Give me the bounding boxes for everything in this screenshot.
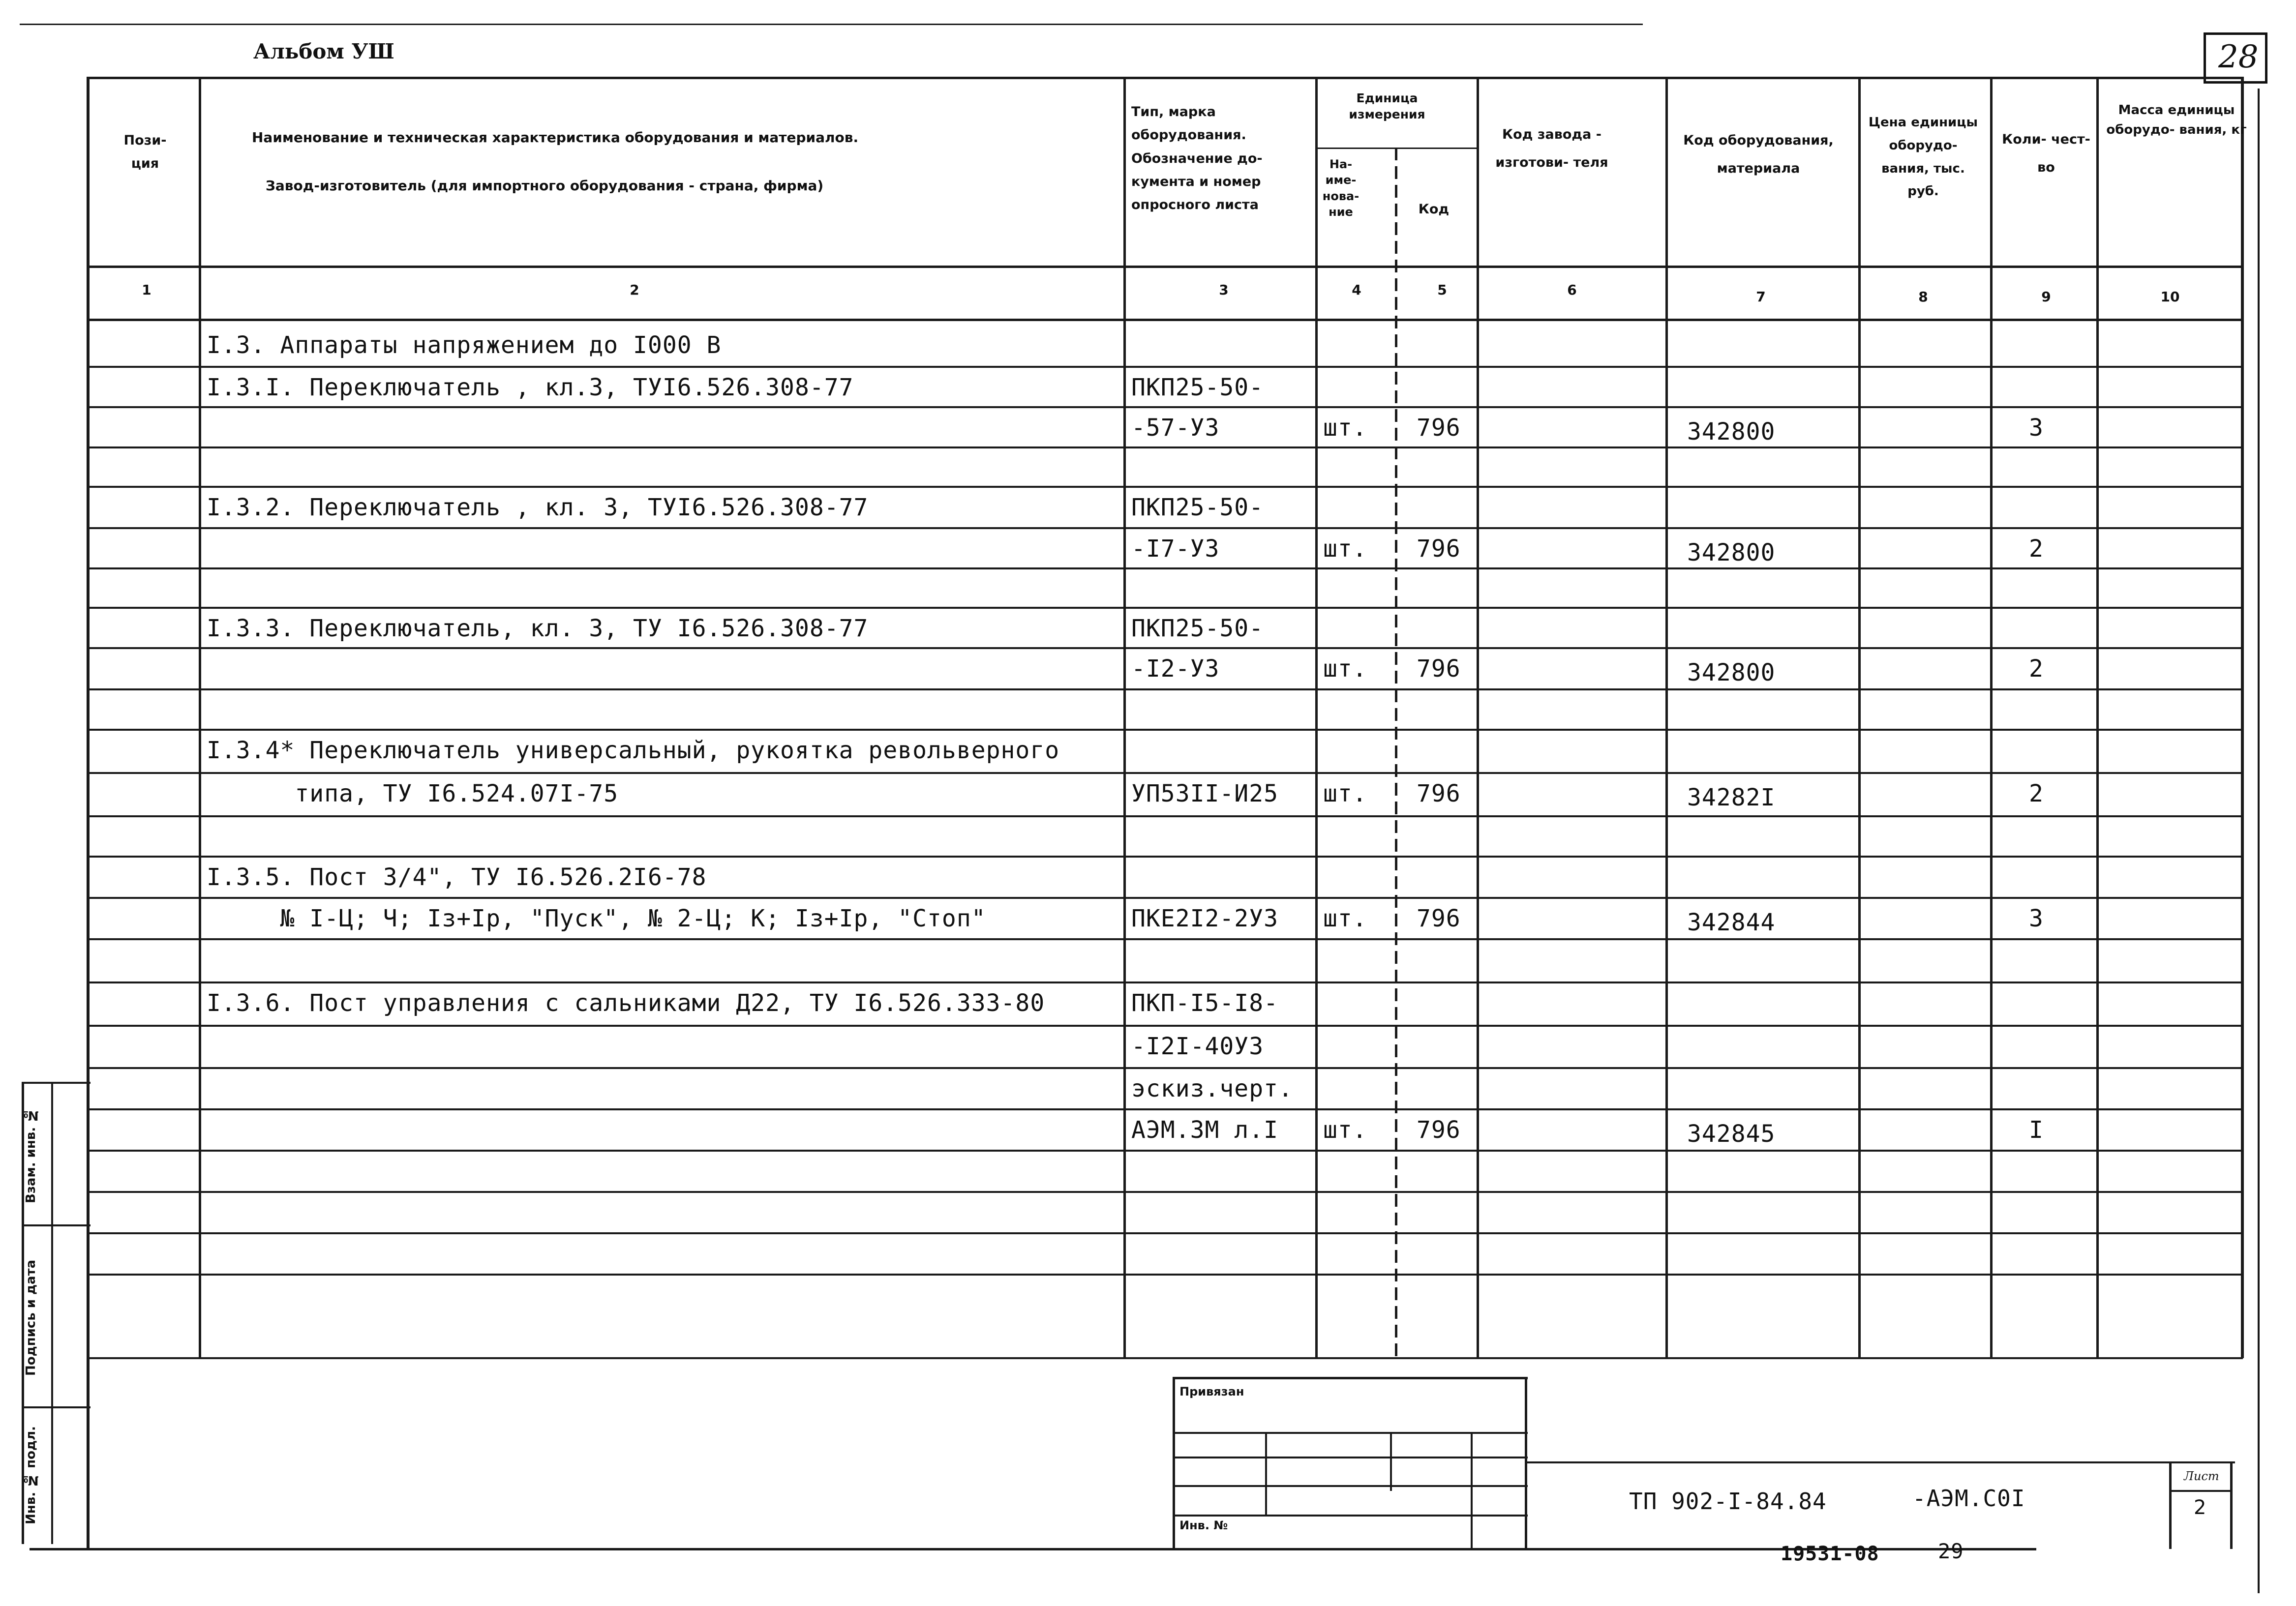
tb-privyazan-row1 bbox=[1174, 1432, 1528, 1434]
tb-privyazan-mid3 bbox=[1471, 1432, 1473, 1548]
col-header-equipment-code: Код оборудования, материала bbox=[1683, 133, 1834, 176]
side-stamp-mid bbox=[51, 1082, 53, 1544]
row-material-code-cell: 34282I bbox=[1687, 784, 1776, 811]
col-number-7: 7 bbox=[1756, 289, 1766, 305]
page-number: 28 bbox=[2218, 39, 2259, 75]
row-material-code-cell: 342845 bbox=[1687, 1120, 1776, 1148]
col-number-4: 4 bbox=[1352, 282, 1361, 298]
col-header-position: Пози- ция bbox=[123, 133, 167, 172]
col-header-name-line2: Завод-изготовитель (для импортного оборудования - страна, фирма) bbox=[266, 178, 824, 194]
table-row-line bbox=[89, 815, 2243, 817]
row-type-cell: эскиз.черт. bbox=[1131, 1075, 1293, 1102]
row-type-cell: УП53II-И25 bbox=[1131, 780, 1278, 807]
row-unit-code-cell: 796 bbox=[1417, 780, 1461, 807]
row-material-code-cell: 342844 bbox=[1687, 909, 1776, 936]
title-document-code: ТП 902-I-84.84 bbox=[1629, 1488, 1827, 1515]
tb-sheet-mid bbox=[2169, 1490, 2232, 1492]
row-unit-code-cell: 796 bbox=[1417, 905, 1461, 932]
tb-privyazan-left bbox=[1173, 1377, 1175, 1549]
table-row-line bbox=[89, 1067, 2243, 1069]
tb-privyazan-row4 bbox=[1174, 1515, 1528, 1517]
album-label: Альбом УШ bbox=[253, 39, 394, 63]
col-sep-9-10 bbox=[2096, 77, 2099, 1358]
tb-privyazan-top bbox=[1174, 1377, 1528, 1379]
col-number-1: 1 bbox=[142, 282, 151, 298]
col-number-9: 9 bbox=[2041, 289, 2051, 305]
row-quantity-cell: 2 bbox=[2029, 655, 2044, 683]
row-unit-code-cell: 796 bbox=[1417, 1116, 1461, 1144]
tb-privyazan-right bbox=[1525, 1377, 1527, 1549]
row-type-cell: ПКП-I5-I8- bbox=[1131, 989, 1278, 1017]
row-unit-cell: шт. bbox=[1323, 905, 1367, 932]
row-type-cell: -I2I-40УЗ bbox=[1131, 1033, 1264, 1060]
table-border-bottom bbox=[30, 1548, 2036, 1550]
tb-sheet-right bbox=[2230, 1461, 2233, 1549]
table-row-line bbox=[89, 1357, 2243, 1359]
row-type-cell: АЭМ.ЗМ л.I bbox=[1131, 1116, 1278, 1144]
row-quantity-cell: 2 bbox=[2029, 535, 2044, 563]
table-row-line bbox=[89, 486, 2243, 488]
row-name-cell: I.3.6. Пост управления с сальниками Д22, ТУ I6.526.333-80 bbox=[207, 989, 1045, 1017]
side-label-replace-inv: Взам. инв. № bbox=[24, 1107, 38, 1204]
row-name-cell: типа, ТУ I6.524.07I-75 bbox=[207, 780, 619, 807]
row-name-cell: I.3. Аппараты напряжением до I000 В bbox=[207, 331, 722, 359]
table-row-line bbox=[89, 527, 2243, 529]
tb-privyazan-mid2 bbox=[1390, 1432, 1392, 1491]
table-border-top bbox=[89, 77, 2243, 79]
row-name-cell: I.3.I. Переключатель , кл.3, ТУI6.526.308-77 bbox=[207, 374, 854, 401]
footer-page: 29 bbox=[1938, 1539, 1964, 1563]
row-unit-cell: шт. bbox=[1323, 414, 1367, 442]
col-header-unit-code: Код bbox=[1418, 202, 1450, 217]
row-name-cell: I.3.2. Переключатель , кл. 3, ТУI6.526.308-77 bbox=[207, 494, 869, 521]
table-row-line bbox=[89, 366, 2243, 368]
table-row-line bbox=[89, 647, 2243, 649]
col-number-8: 8 bbox=[1918, 289, 1928, 305]
row-material-code-cell: 342800 bbox=[1687, 659, 1776, 686]
col-number-5: 5 bbox=[1437, 282, 1447, 298]
col-number-6: 6 bbox=[1567, 282, 1577, 298]
row-unit-code-cell: 796 bbox=[1417, 535, 1461, 563]
col-sep-4-5 bbox=[1395, 148, 1397, 1358]
unit-group-rule bbox=[1316, 148, 1479, 149]
row-quantity-cell: 3 bbox=[2029, 905, 2044, 932]
table-row-line bbox=[89, 406, 2243, 408]
col-header-price: Цена единицы оборудо- вания, тыс. руб. bbox=[1868, 115, 1978, 199]
title-privyazan: Привязан bbox=[1179, 1385, 1244, 1398]
row-name-cell: I.3.3. Переключатель, кл. 3, ТУ I6.526.308-77 bbox=[207, 615, 869, 642]
row-type-cell: ПКП25-50- bbox=[1131, 494, 1264, 521]
title-sheet-label: Лист bbox=[2184, 1469, 2219, 1483]
table-row-line bbox=[89, 1232, 2243, 1234]
tb-privyazan-row3 bbox=[1174, 1485, 1528, 1487]
row-unit-cell: шт. bbox=[1323, 535, 1367, 563]
tb-sheet-left bbox=[2169, 1461, 2172, 1549]
title-inv-number: Инв. № bbox=[1179, 1518, 1228, 1532]
table-row-line bbox=[89, 567, 2243, 569]
table-row-line bbox=[89, 1191, 2243, 1193]
col-number-2: 2 bbox=[630, 282, 639, 298]
row-type-cell: ПКП25-50- bbox=[1131, 374, 1264, 401]
tb-main-top bbox=[1527, 1461, 2235, 1463]
col-header-unit-group: Единица измерения bbox=[1349, 91, 1425, 121]
col-sep-3-4 bbox=[1315, 77, 1318, 1358]
col-header-quantity: Коли- чест- во bbox=[2002, 132, 2090, 175]
tb-privyazan-row2 bbox=[1174, 1457, 1528, 1458]
row-unit-cell: шт. bbox=[1323, 1116, 1367, 1144]
row-unit-cell: шт. bbox=[1323, 780, 1367, 807]
table-row-line bbox=[89, 772, 2243, 774]
row-material-code-cell: 342800 bbox=[1687, 539, 1776, 566]
row-type-cell: -I7-УЗ bbox=[1131, 535, 1220, 563]
col-sep-7-8 bbox=[1858, 77, 1861, 1358]
table-row-line bbox=[89, 938, 2243, 940]
col-number-10: 10 bbox=[2160, 289, 2180, 305]
row-name-cell: I.3.4* Переключатель универсальный, рукоятка револьверного bbox=[207, 737, 1060, 764]
row-unit-code-cell: 796 bbox=[1417, 655, 1461, 683]
table-row-line bbox=[89, 729, 2243, 731]
table-border-left bbox=[87, 77, 90, 1549]
table-row-line bbox=[89, 856, 2243, 858]
table-row-line bbox=[89, 1108, 2243, 1110]
row-unit-code-cell: 796 bbox=[1417, 414, 1461, 442]
col-header-unit-name: На- име- нова- ние bbox=[1322, 157, 1359, 219]
top-rule bbox=[20, 24, 1643, 25]
row-material-code-cell: 342800 bbox=[1687, 418, 1776, 446]
table-row-line bbox=[89, 607, 2243, 609]
col-sep-6-7 bbox=[1665, 77, 1668, 1358]
row-unit-cell: шт. bbox=[1323, 655, 1367, 683]
row-quantity-cell: I bbox=[2029, 1116, 2044, 1144]
row-type-cell: -57-УЗ bbox=[1131, 414, 1220, 442]
col-sep-2-3 bbox=[1123, 77, 1126, 1358]
title-document-suffix: -АЭМ.С0I bbox=[1912, 1485, 2025, 1512]
right-margin-line bbox=[2258, 89, 2260, 1593]
row-name-cell: I.3.5. Пост 3/4", ТУ I6.526.2I6-78 bbox=[207, 863, 707, 891]
col-sep-1-2 bbox=[199, 77, 201, 1358]
header-bottom-rule bbox=[89, 266, 2243, 268]
row-type-cell: ПКЕ2I2-2УЗ bbox=[1131, 905, 1278, 932]
table-row-line bbox=[89, 1025, 2243, 1027]
row-quantity-cell: 2 bbox=[2029, 780, 2044, 807]
col-header-mass: Масса единицы оборудо- вания, кг bbox=[2106, 103, 2247, 138]
row-type-cell: ПКП25-50- bbox=[1131, 615, 1264, 642]
footer-archive-number: 19531-08 bbox=[1781, 1543, 1879, 1565]
side-label-inv-original: Инв. № подл. bbox=[24, 1426, 38, 1524]
col-header-plant-code: Код завода - изготови- теля bbox=[1495, 127, 1608, 170]
table-row-line bbox=[89, 1150, 2243, 1152]
side-label-signature-date: Подпись и дата bbox=[24, 1259, 38, 1376]
col-header-name-line1: Наименование и техническая характеристика оборудования и материалов. bbox=[252, 129, 859, 146]
tb-privyazan-mid1 bbox=[1265, 1432, 1267, 1515]
table-row-line bbox=[89, 446, 2243, 448]
row-type-cell: -I2-УЗ bbox=[1131, 655, 1220, 683]
col-sep-8-9 bbox=[1990, 77, 1993, 1358]
table-row-line bbox=[89, 897, 2243, 899]
table-row-line bbox=[89, 1274, 2243, 1276]
row-name-cell: № I-Ц; Ч; Iз+Iр, "Пуск", № 2-Ц; К; Iз+Iр, "Стоп" bbox=[207, 905, 986, 932]
column-number-rule bbox=[89, 319, 2243, 321]
col-number-3: 3 bbox=[1219, 282, 1229, 298]
row-quantity-cell: 3 bbox=[2029, 414, 2044, 442]
title-sheet-number: 2 bbox=[2194, 1496, 2206, 1519]
table-row-line bbox=[89, 688, 2243, 690]
col-header-type: Тип, марка оборудования. Обозначение до- кумента и номер опросного листа bbox=[1131, 104, 1263, 212]
table-row-line bbox=[89, 981, 2243, 983]
table-border-right bbox=[2241, 77, 2244, 1358]
col-sep-5-6 bbox=[1477, 77, 1479, 1358]
